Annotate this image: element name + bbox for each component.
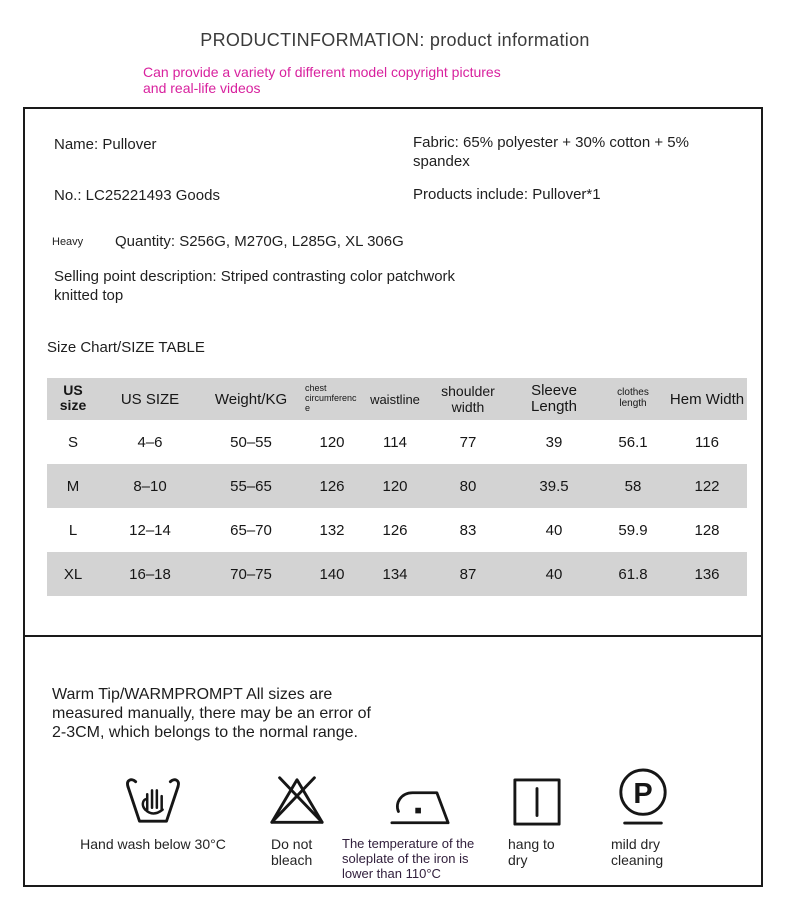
care-tip-box [23, 635, 763, 887]
warm-tip [52, 685, 371, 742]
size-cell: 87 [459, 565, 477, 583]
size-cell: S [67, 433, 78, 451]
care-item-hand-wash [63, 765, 243, 852]
care-label-hang-dry: hang to dry [508, 836, 555, 868]
size-row-xl [47, 552, 747, 596]
product-subtitle [143, 64, 501, 96]
hand-wash-icon [63, 765, 243, 827]
size-cell: 80 [459, 477, 477, 495]
size-row-l [47, 508, 747, 552]
size-cell: 58 [624, 477, 642, 495]
size-cell: 83 [459, 521, 477, 539]
header-cell-clothes-length: clothes length [617, 387, 649, 409]
product-quantity: Quantity: S256G, M270G, L285G, XL 306G [115, 233, 404, 250]
size-cell: 134 [382, 565, 408, 583]
size-cell: 116 [695, 433, 719, 451]
warm-tip-line-2: measured manually, there may be an error of [52, 705, 371, 722]
size-cell: 122 [694, 477, 720, 495]
care-label-do-not-bleach: Do not bleach [271, 836, 313, 868]
size-cell: 126 [382, 521, 408, 539]
size-cell: 40 [545, 521, 563, 539]
size-cell: 114 [383, 433, 407, 451]
size-row-s [47, 420, 747, 464]
care-label-dry-clean: mild dry cleaning [611, 836, 664, 868]
size-cell: 50–55 [230, 433, 272, 451]
size-cell: 77 [459, 433, 477, 451]
warm-tip-line-1: Warm Tip/WARMPROMPT All sizes are [52, 686, 333, 703]
do-not-bleach-icon [262, 765, 332, 827]
header-cell-shoulder: shoulder width [441, 383, 495, 415]
size-cell: 65–70 [230, 521, 272, 539]
care-item-dry-clean [603, 765, 683, 868]
size-cell: 136 [694, 565, 720, 583]
header-cell-us-size-2: US SIZE [120, 390, 180, 408]
size-cell: 12–14 [129, 521, 171, 539]
size-cell: 16–18 [129, 565, 171, 583]
size-cell: L [68, 521, 78, 539]
header-cell-sleeve: Sleeve Length [531, 382, 577, 415]
size-cell: 132 [319, 521, 345, 539]
header-cell-chest: chest circumference [305, 382, 357, 413]
size-cell: 39.5 [539, 477, 569, 495]
care-item-hang-dry [505, 765, 569, 868]
size-row-m [47, 464, 747, 508]
iron-low-temp-icon [337, 765, 502, 827]
size-cell: 61.8 [618, 565, 648, 583]
product-includes: Products include: Pullover*1 [413, 186, 601, 203]
size-table-wrapper [47, 378, 747, 596]
subtitle-line-2: and real-life videos [143, 80, 261, 96]
svg-text:P: P [633, 777, 653, 810]
size-cell: 56.1 [618, 433, 648, 451]
size-chart-heading: Size Chart/SIZE TABLE [47, 339, 205, 356]
size-cell: 55–65 [230, 477, 272, 495]
page-title: PRODUCTINFORMATION: product information [200, 30, 590, 50]
subtitle-line-1: Can provide a variety of different model copyright pictures [143, 64, 501, 80]
selling-point: Selling point description: Striped contrasting color patchwork knitted top [54, 268, 456, 304]
size-table [47, 378, 747, 596]
size-cell: 4–6 [137, 433, 163, 451]
care-label-iron: The temperature of the soleplate of the iron is lower than 110°C [342, 836, 475, 881]
size-cell: 120 [382, 477, 408, 495]
product-info-box [23, 107, 763, 637]
care-item-iron [337, 765, 502, 881]
header-cell-waistline: waistline [370, 391, 420, 407]
header-cell-hem: Hem Width [669, 390, 745, 408]
size-cell: 8–10 [133, 477, 167, 495]
weight-class-label: Heavy [52, 236, 84, 248]
header-cell-weight: Weight/KG [214, 390, 288, 408]
size-cell: 126 [319, 477, 345, 495]
size-cell: M [66, 477, 80, 495]
product-number: No.: LC25221493 Goods [54, 187, 220, 204]
size-cell: 140 [319, 565, 345, 583]
care-item-do-not-bleach [262, 765, 332, 868]
size-cell: 39 [545, 433, 563, 451]
product-fabric: Fabric: 65% polyester + 30% cotton + 5% spandex [413, 134, 689, 170]
header-cell-us-size: US size [59, 382, 87, 413]
care-label-hand-wash: Hand wash below 30°C [80, 836, 226, 852]
size-table-header-row [47, 378, 747, 420]
size-cell: 120 [319, 433, 345, 451]
size-cell: 59.9 [618, 521, 648, 539]
size-cell: 70–75 [230, 565, 272, 583]
size-cell: 128 [694, 521, 720, 539]
product-name: Name: Pullover [54, 136, 157, 153]
warm-tip-line-3: 2-3CM, which belongs to the normal range. [52, 724, 358, 741]
dry-clean-mild-icon [603, 765, 683, 827]
hang-to-dry-icon [505, 765, 569, 827]
size-cell: 40 [545, 565, 563, 583]
size-cell: XL [63, 565, 83, 583]
